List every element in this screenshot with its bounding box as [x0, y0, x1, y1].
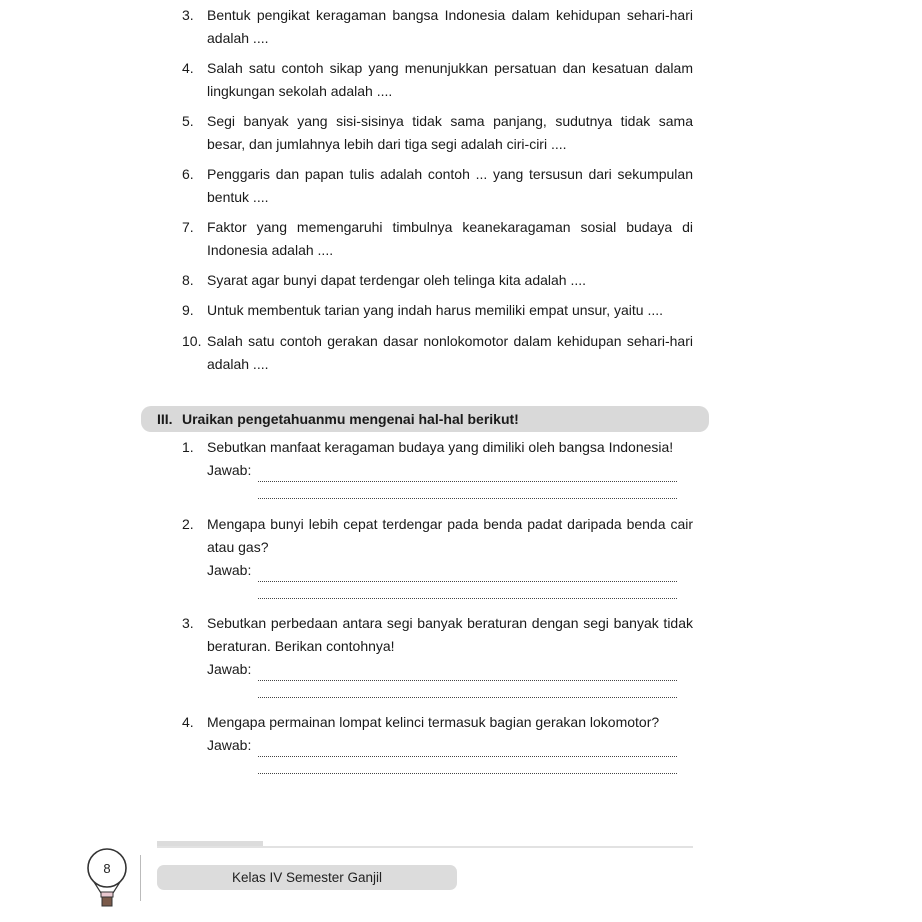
question-item — [182, 57, 693, 103]
answer-line[interactable] — [207, 734, 677, 757]
question-number: 7. — [182, 219, 194, 235]
question-text: Salah satu contoh sikap yang menunjukkan persatuan dan kesatuan dalam lingkungan sekolah adalah .... — [207, 60, 693, 99]
answer-dots — [258, 664, 677, 681]
page-number: 8 — [103, 861, 111, 876]
question-text: Untuk membentuk tarian yang indah harus memiliki empat unsur, yaitu .... — [207, 302, 663, 318]
answer-line-2[interactable] — [258, 681, 677, 698]
question-number: 9. — [182, 302, 194, 318]
footer-divider — [140, 855, 141, 901]
question-number: 6. — [182, 166, 194, 182]
section-header — [141, 406, 709, 432]
answer-dots — [258, 740, 677, 757]
question-text: Syarat agar bunyi dapat terdengar oleh telinga kita adalah .... — [207, 272, 587, 288]
question-text: Mengapa permainan lompat kelinci termasuk bagian gerakan lokomotor? — [207, 714, 660, 730]
question-text: Salah satu contoh gerakan dasar nonlokomotor dalam kehidupan sehari-hari adalah .... — [207, 333, 693, 372]
question-item — [182, 330, 693, 376]
balloon-icon — [86, 848, 130, 915]
answer-line-2[interactable] — [258, 482, 677, 499]
answer-dots — [258, 465, 677, 482]
section-title: Uraikan pengetahuanmu mengenai hal-hal berikut! — [182, 411, 519, 427]
question-number: 2. — [182, 516, 194, 532]
essay-item — [182, 711, 693, 774]
essay-item — [182, 612, 693, 698]
answer-line[interactable] — [207, 658, 677, 681]
essay-item — [182, 513, 693, 599]
answer-line[interactable] — [207, 559, 677, 582]
answer-label: Jawab: — [207, 737, 252, 753]
question-text: Segi banyak yang sisi-sisinya tidak sama panjang, sudutnya tidak sama besar, dan jumlahnya lebih dari tiga segi adalah ciri-ciri .... — [207, 113, 693, 152]
class-label: Kelas IV Semester Ganjil — [157, 865, 457, 890]
question-item — [182, 163, 693, 209]
question-item — [182, 299, 693, 322]
question-number: 1. — [182, 439, 194, 455]
footer-rule — [157, 846, 693, 848]
question-number: 10. — [182, 333, 202, 349]
question-text: Faktor yang memengaruhi timbulnya keanekaragaman sosial budaya di Indonesia adalah .... — [207, 219, 693, 258]
question-number: 3. — [182, 7, 194, 23]
answer-line-2[interactable] — [258, 582, 677, 599]
essay-item — [182, 436, 693, 499]
answer-label: Jawab: — [207, 562, 252, 578]
question-item — [182, 110, 693, 156]
question-number: 8. — [182, 272, 194, 288]
question-item — [182, 216, 693, 262]
answer-label: Jawab: — [207, 661, 252, 677]
question-number: 5. — [182, 113, 194, 129]
question-item — [182, 269, 693, 292]
question-text: Sebutkan manfaat keragaman budaya yang dimiliki oleh bangsa Indonesia! — [207, 439, 674, 455]
section-number: III. — [157, 411, 173, 427]
question-item — [182, 4, 693, 50]
question-number: 4. — [182, 60, 194, 76]
question-number: 4. — [182, 714, 194, 730]
question-text: Penggaris dan papan tulis adalah contoh ... yang tersusun dari sekumpulan bentuk .... — [207, 166, 693, 205]
answer-line-2[interactable] — [258, 757, 677, 774]
answer-line[interactable] — [207, 459, 677, 482]
answer-label: Jawab: — [207, 462, 252, 478]
question-text: Sebutkan perbedaan antara segi banyak beraturan dengan segi banyak tidak beraturan. Berikan contohnya! — [207, 615, 693, 654]
question-number: 3. — [182, 615, 194, 631]
answer-dots — [258, 565, 677, 582]
question-text: Bentuk pengikat keragaman bangsa Indonesia dalam kehidupan sehari-hari adalah .... — [207, 7, 693, 46]
question-text: Mengapa bunyi lebih cepat terdengar pada benda padat daripada benda cair atau gas? — [207, 516, 693, 555]
